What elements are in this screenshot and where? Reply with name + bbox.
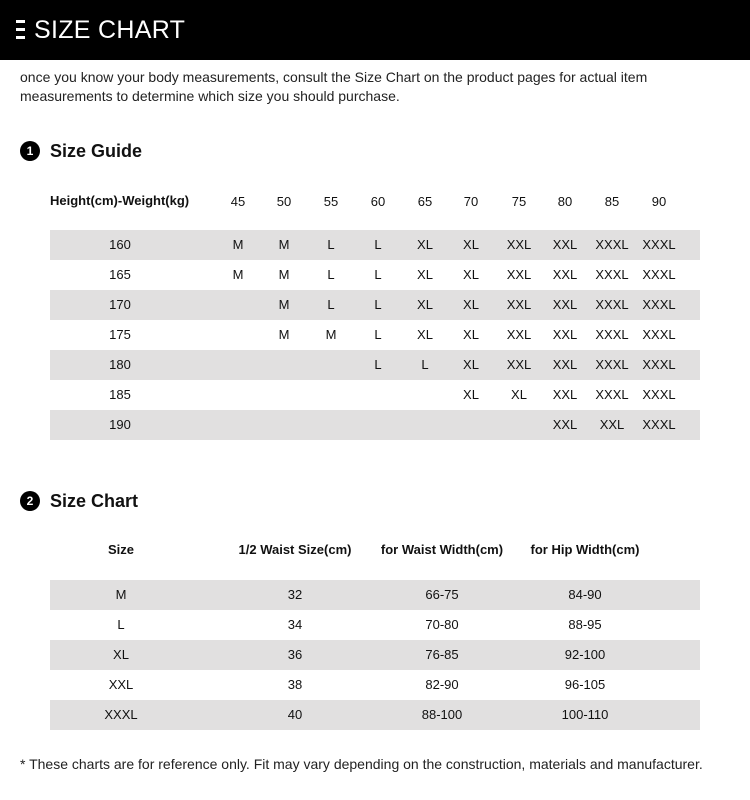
table-row: [50, 380, 700, 410]
table-cell: 36: [287, 647, 303, 662]
size-cell: XL: [463, 387, 479, 402]
size-guide-header: [50, 192, 700, 212]
weight-header-80: 80: [557, 194, 573, 209]
size-cell: XXXL: [642, 297, 676, 312]
size-cell: XL: [417, 237, 433, 252]
size-cell: XL: [417, 297, 433, 312]
size-cell: L: [374, 357, 382, 372]
size-cell: XXL: [506, 327, 532, 342]
size-cell: XXXL: [595, 267, 629, 282]
table-row: [50, 320, 700, 350]
weight-header-90: 90: [651, 194, 667, 209]
table-row: [50, 670, 700, 700]
size-cell: XXL: [506, 237, 532, 252]
size-cell: M: [325, 327, 337, 342]
size-cell: M: [278, 297, 290, 312]
size-cell: XXXL: [595, 297, 629, 312]
number-badge: 2: [20, 491, 40, 511]
intro-text: once you know your body measurements, consult the Size Chart on the product pages for actual item measurements to determine which size you should purchase.: [20, 69, 648, 104]
size-cell: XXXL: [642, 327, 676, 342]
page-title: SIZE CHART: [34, 16, 186, 44]
table-row: [50, 410, 700, 440]
section-title: Size Guide: [50, 141, 143, 161]
height-cell: 185: [109, 387, 131, 402]
table-cell: 32: [287, 587, 303, 602]
size-cell: L: [327, 237, 335, 252]
table-cell: 66-75: [425, 587, 459, 602]
weight-header-60: 60: [370, 194, 386, 209]
height-cell: 180: [109, 357, 131, 372]
column-header: for Waist Width(cm): [380, 542, 504, 557]
size-cell: XL: [463, 327, 479, 342]
size-cell: XL: [463, 297, 479, 312]
section-title: Size Chart: [50, 491, 139, 511]
size-cell: XL: [417, 267, 433, 282]
table-cell: 88-95: [568, 617, 602, 632]
size-cell: L: [421, 357, 429, 372]
table-cell: XXXL: [104, 707, 138, 722]
table-cell: M: [115, 587, 127, 602]
table-row: [50, 610, 700, 640]
number-badge: 1: [20, 141, 40, 161]
table-cell: 38: [287, 677, 303, 692]
footnote: * These charts are for reference only. Fit may vary depending on the construction, materials and manufacturer.: [20, 756, 703, 772]
size-cell: XXXL: [595, 357, 629, 372]
table-cell: XL: [113, 647, 129, 662]
table-row: [50, 700, 700, 730]
size-cell: M: [278, 327, 290, 342]
table-cell: 92-100: [564, 647, 606, 662]
size-cell: XL: [511, 387, 527, 402]
column-header: for Hip Width(cm): [530, 542, 640, 557]
size-cell: M: [278, 267, 290, 282]
size-cell: XXXL: [595, 387, 629, 402]
size-cell: XL: [417, 327, 433, 342]
table-cell: 82-90: [425, 677, 459, 692]
weight-header-45: 45: [230, 194, 246, 209]
size-chart-table: [50, 580, 700, 730]
size-cell: XXL: [552, 297, 578, 312]
size-cell: XXL: [552, 357, 578, 372]
size-cell: XXL: [506, 267, 532, 282]
size-cell: XXXL: [642, 417, 676, 432]
table-cell: 70-80: [425, 617, 459, 632]
table-row: [50, 290, 700, 320]
table-cell: 100-110: [561, 707, 609, 722]
weight-header-50: 50: [276, 194, 292, 209]
height-cell: 160: [109, 237, 131, 252]
size-cell: XL: [463, 357, 479, 372]
size-cell: XL: [463, 237, 479, 252]
menu-icon: [16, 20, 25, 39]
weight-header-65: 65: [417, 194, 433, 209]
column-header: 1/2 Waist Size(cm): [238, 542, 352, 557]
weight-header-85: 85: [604, 194, 620, 209]
size-cell: L: [327, 297, 335, 312]
size-cell: XXL: [552, 387, 578, 402]
size-cell: XXL: [506, 357, 532, 372]
table-row: [50, 580, 700, 610]
size-cell: L: [374, 267, 382, 282]
table-cell: XXL: [108, 677, 134, 692]
table-cell: 40: [287, 707, 303, 722]
height-cell: 165: [109, 267, 131, 282]
size-cell: L: [374, 327, 382, 342]
size-cell: XXXL: [642, 387, 676, 402]
table-row: [50, 640, 700, 670]
table-cell: 34: [287, 617, 303, 632]
size-cell: XXL: [552, 237, 578, 252]
height-weight-label: Height(cm)-Weight(kg): [50, 193, 190, 208]
size-cell: M: [232, 237, 244, 252]
size-cell: XXL: [506, 297, 532, 312]
size-cell: L: [374, 297, 382, 312]
table-cell: 96-105: [564, 677, 606, 692]
table-row: [50, 350, 700, 380]
header-bar: [0, 0, 750, 60]
table-cell: 84-90: [568, 587, 602, 602]
weight-header-75: 75: [511, 194, 527, 209]
size-cell: XXXL: [595, 237, 629, 252]
size-cell: L: [374, 237, 382, 252]
size-cell: L: [327, 267, 335, 282]
size-cell: XXXL: [595, 327, 629, 342]
table-cell: 88-100: [421, 707, 463, 722]
size-cell: XXXL: [642, 237, 676, 252]
size-cell: XXL: [552, 417, 578, 432]
size-cell: XL: [463, 267, 479, 282]
table-cell: 76-85: [425, 647, 459, 662]
height-cell: 175: [109, 327, 131, 342]
table-row: [50, 260, 700, 290]
weight-header-55: 55: [323, 194, 339, 209]
size-cell: XXL: [552, 327, 578, 342]
size-cell: XXXL: [642, 357, 676, 372]
size-cell: XXL: [599, 417, 625, 432]
size-cell: M: [278, 237, 290, 252]
table-row: [50, 230, 700, 260]
column-header: Size: [107, 542, 134, 557]
table-cell: L: [117, 617, 125, 632]
height-cell: 170: [109, 297, 131, 312]
size-chart-header: [50, 540, 700, 560]
size-guide-table: [50, 230, 700, 440]
size-cell: XXXL: [642, 267, 676, 282]
height-cell: 190: [109, 417, 131, 432]
size-cell: M: [232, 267, 244, 282]
size-cell: XXL: [552, 267, 578, 282]
weight-header-70: 70: [463, 194, 479, 209]
